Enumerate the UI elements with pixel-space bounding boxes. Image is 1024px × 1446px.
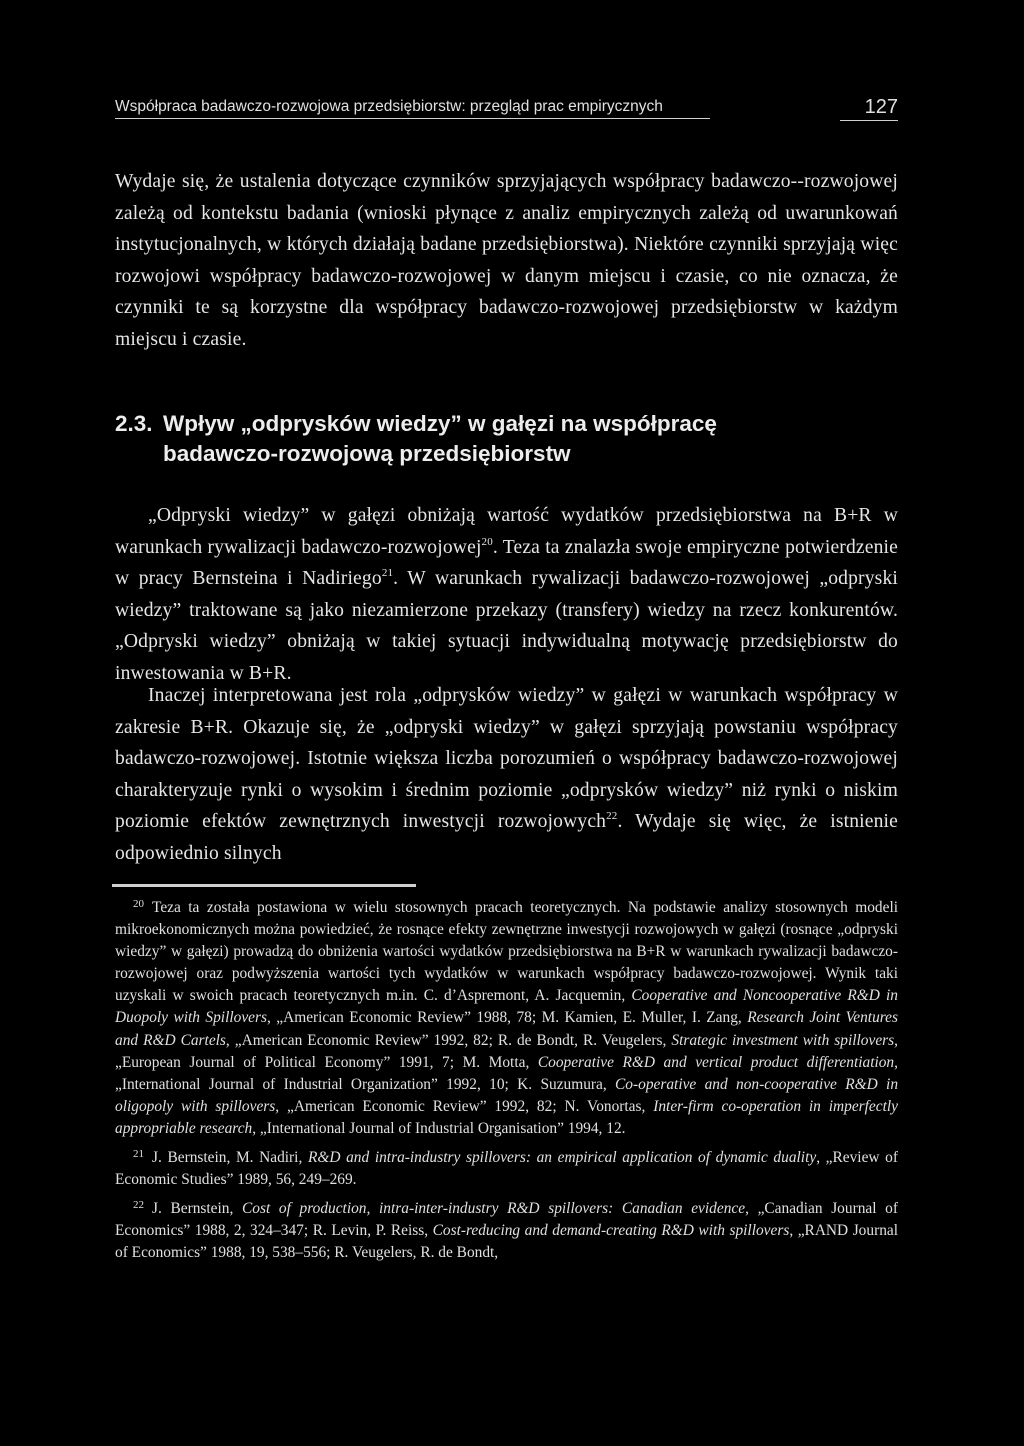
footnote-title: R&D and intra-industry spillovers: an empirical application of dynamic duality bbox=[307, 1149, 817, 1167]
footnote-22 bbox=[115, 1194, 898, 1264]
running-title: Współpraca badawczo-rozwojowa przedsiębiorstw: przegląd prac empirycznych bbox=[115, 98, 710, 119]
paragraph-3-text-a: Inaczej interpretowana jest rola „odprysków wiedzy” w gałęzi w warunkach współpracy w zakresie B+R. Okazuje się, że „odpryski wiedzy” w gałęzi sprzyjają powstaniu współpracy badawczo-rozwojowej. Istotnie większa liczba porozumień o współpracy badawczo-rozwojowej charakteryzuje rynki o wysokim i średnim poziomie „odprysków wiedzy” niż rynki o niskim poziomie efektów zewnętrznych inwestycji rozwojowych bbox=[115, 685, 898, 833]
section-title-line-2: badawczo-rozwojową przedsiębiorstw bbox=[163, 441, 571, 466]
footnote-text: , „European Journal of Political Economy” 1991, 7; M. Motta, bbox=[115, 1031, 898, 1071]
footnote-text: J. Bernstein, M. Nadiri, bbox=[152, 1149, 308, 1167]
footnote-text: , „American Economic Review” 1992, 82; R. de Bondt, R. Veugelers, bbox=[225, 1031, 672, 1049]
footnote-text: , „International Journal of Industrial Organisation” 1994, 12. bbox=[252, 1119, 626, 1137]
footnote-ref-22[interactable]: 22 bbox=[606, 810, 618, 823]
running-header bbox=[115, 96, 898, 124]
footnote-title: Inter-firm co-operation in imperfectly appropriable research bbox=[115, 1097, 898, 1137]
paragraph-2-text-b: . Teza ta znalazła swoje empiryczne potwierdzenie w pracy Bernsteina i Nadiriego bbox=[115, 536, 898, 590]
footnote-21 bbox=[115, 1143, 898, 1191]
footnote-ref-21[interactable]: 21 bbox=[381, 567, 394, 580]
body-paragraph-3 bbox=[115, 680, 898, 870]
section-number: 2.3. bbox=[115, 411, 153, 436]
body-paragraph-2 bbox=[115, 500, 898, 690]
footnote-number: 21 bbox=[133, 1148, 144, 1161]
footnote-title: Co-operative and non-cooperative R&D in oligopoly with spillovers bbox=[115, 1075, 899, 1115]
footnote-title: Cooperative and Noncooperative R&D in Duopoly with Spillovers bbox=[115, 987, 898, 1027]
footnote-text: Teza ta została postawiona w wielu stosownych pracach teoretycznych. Na podstawie analizy stosownych modeli mikroekonomicznych można powiedzieć, że rosnące efekty zewnętrzne inwestycji rozwojowych w gałęzi (rosnące „odpryski wiedzy” w gałęzi) prowadzą do obniżenia wartości wydatków przedsiębiorstwa na B+R w warunkach rywalizacji badawczo-rozwojowej oraz podwyższenia wartości tych wydatków w warunkach współpracy badawczo-rozwojowej. Wynik taki uzyskali w swoich pracach teoretycznych m.in. C. d’Aspremont, A. Jacquemin, bbox=[115, 899, 898, 1005]
footnote-title: Cost-reducing and demand-creating R&D with spillovers bbox=[432, 1222, 790, 1240]
footnotes bbox=[115, 893, 898, 1268]
body-paragraph-1: Wydaje się, że ustalenia dotyczące czynników sprzyjających współpracy badawczo--rozwojowej zależą od kontekstu badania (wnioski płynące z analiz empirycznych zależą od uwarunkowań instytucjonalnych, w których działają badane przedsiębiorstwa). Niektóre czynniki sprzyjają więc rozwojowi współpracy badawczo-rozwojowej w danym miejscu i czasie, co nie oznacza, że czynniki te są korzystne dla współpracy badawczo-rozwojowej przedsiębiorstw w każdym miejscu i czasie. bbox=[115, 171, 898, 350]
footnote-20 bbox=[115, 893, 898, 1140]
footnote-number: 20 bbox=[133, 898, 144, 910]
footnote-title: Cost of production, intra-inter-industry R&D spillovers: Canadian evidence bbox=[242, 1200, 746, 1218]
paragraph-2-text-a: „Odpryski wiedzy” w gałęzi obniżają wartość wydatków przedsiębiorstwa na B+R w warunkach rywalizacji badawczo-rozwojowej bbox=[115, 505, 898, 558]
footnote-title: Cooperative R&D and vertical product differentiation bbox=[537, 1053, 895, 1071]
footnote-text: , „American Economic Review” 1988, 78; M. Kamien, E. Muller, I. Zang, bbox=[266, 1009, 748, 1027]
footnote-text: , „International Journal of Industrial Organization” 1992, 10; K. Suzumura, bbox=[115, 1053, 898, 1093]
footnote-ref-20[interactable]: 20 bbox=[481, 535, 493, 548]
footnote-number: 22 bbox=[133, 1199, 144, 1212]
footnote-text: , „Review of Economic Studies” 1989, 56, 249–269. bbox=[115, 1149, 898, 1189]
paragraph-3-text-b: . Wydaje się więc, że istnienie odpowiednio silnych bbox=[115, 811, 898, 864]
section-heading bbox=[115, 409, 898, 469]
footnote-text: , „Canadian Journal of Economics” 1988, 2, 324–347; R. Levin, P. Reiss, bbox=[115, 1200, 898, 1240]
footnote-text: , „RAND Journal of Economics” 1988, 19, 538–556; R. Veugelers, R. de Bondt, bbox=[115, 1222, 899, 1262]
page-number: 127 bbox=[840, 96, 898, 121]
paragraph-2-text-c: . W warunkach rywalizacji badawczo-rozwojowej „odpryski wiedzy” traktowane są jako niezamierzone przekazy (transfery) wiedzy na rzecz konkurentów. „Odpryski wiedzy” obniżają w takiej sytuacji indywidualną motywację przedsiębiorstw do inwestowania w B+R. bbox=[115, 568, 898, 684]
footnote-text: , „American Economic Review” 1992, 82; N. Vonortas, bbox=[275, 1097, 654, 1115]
footnote-text: J. Bernstein, bbox=[152, 1200, 242, 1218]
section-title-line-1: Wpływ „odprysków wiedzy” w gałęzi na współpracę bbox=[163, 411, 717, 436]
footnote-title: Research Joint Ventures and R&D Cartels bbox=[115, 1009, 899, 1049]
footnote-divider bbox=[112, 884, 416, 887]
footnote-title: Strategic investment with spillovers bbox=[671, 1031, 895, 1049]
